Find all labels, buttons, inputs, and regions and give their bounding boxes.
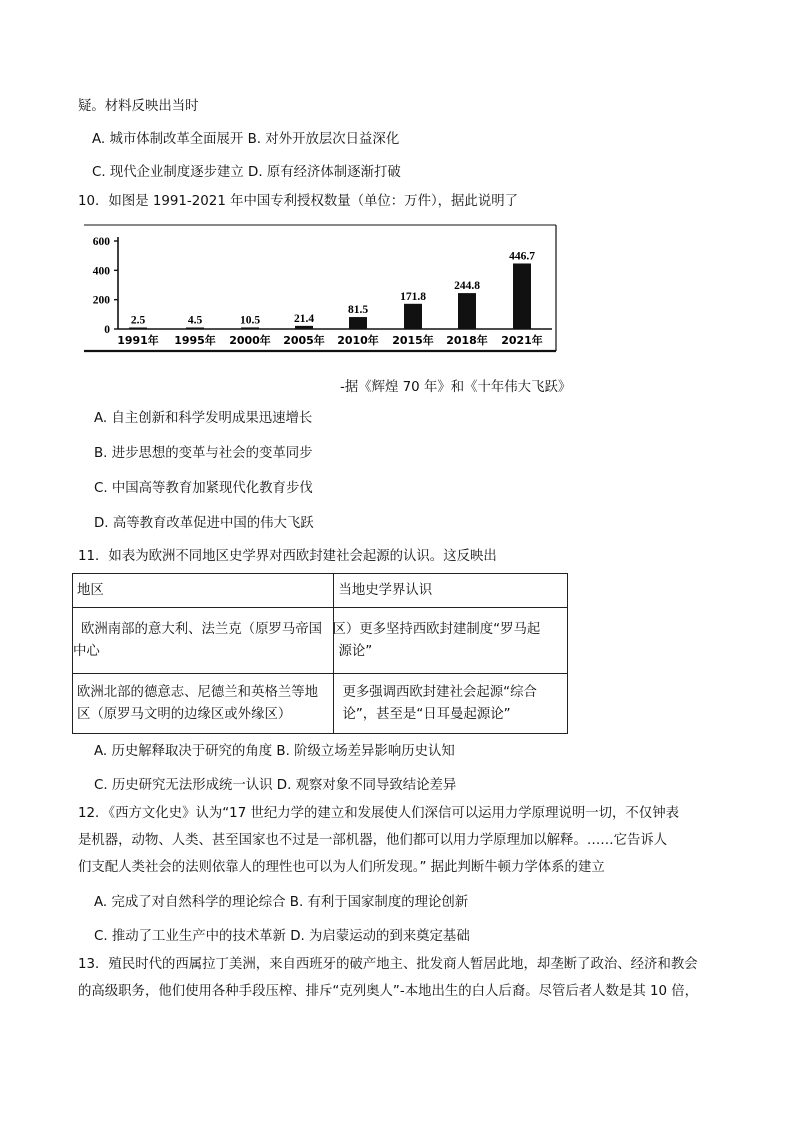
q11-options-ab: A. 历史解释取决于研究的角度 B. 阶级立场差异影响历史认知 [94,744,455,759]
q9-stem-tail: 疑。材料反映出当时 [78,99,199,114]
bar-value-label: 10.5 [239,314,261,327]
bar-value-label: 21.4 [293,312,315,325]
q12-line2: 是机器，动物、人类、甚至国家也不过是一部机器，他们都可以用力学原理加以解释。……它告诉人 [78,833,668,848]
bar-value-label: 81.5 [347,304,369,317]
chart-svg [82,223,558,353]
q10-option-d: D. 高等教育改革促进中国的伟大飞跃 [94,516,314,531]
bar [349,317,367,329]
row1-view-line2: 源论” [338,643,373,659]
x-tick-label: 2010年 [337,334,379,347]
q12-line3: 们支配人类社会的法则依靠人的理性也可以为人们所发现。” 据此判断牛顿力学体系的建立 [78,860,605,875]
chart-frame-lines [84,225,556,351]
q12-options-ab: A. 完成了对自然科学的理论综合 B. 有利于国家制度的理论创新 [94,895,469,910]
bar [513,263,531,329]
bar-value-label: 244.8 [454,280,480,293]
table-cell-region [73,608,334,674]
table-cell-region: 欧洲北部的德意志、尼德兰和英格兰等地区（原罗马文明的边缘区或外缘区） [73,674,334,734]
patent-bar-chart [82,223,558,353]
q11-stem: 11．如表为欧洲不同地区史学界对西欧封建社会起源的认识。这反映出 [78,549,497,564]
q10-stem: 10．如图是 1991-2021 年中国专利授权数量（单位：万件），据此说明了 [78,194,518,209]
bar [295,326,313,329]
y-tick-label: 400 [92,265,110,278]
bar-value-label: 2.5 [130,314,146,327]
table-header-region: 地区 [73,574,334,608]
y-axis [93,236,552,336]
table-row [73,674,568,734]
q13-line2: 的高级职务，他们使用各种手段压榨、排斥“克列奥人”-本地出生的白人后裔。尽管后者人数是其 10 倍， [78,984,699,999]
table-cell-view: 更多强调西欧封建社会起源“综合论”，甚至是“日耳曼起源论” [334,674,568,734]
q9-options-cd: C. 现代企业制度逐步建立 D. 原有经济体制逐渐打破 [92,165,401,180]
y-tick-label: 600 [92,236,110,248]
q10-option-b: B. 进步思想的变革与社会的变革同步 [94,446,313,461]
bar [458,293,476,329]
q10-option-a: A. 自主创新和科学发明成果迅速增长 [94,411,313,426]
q12-options-cd: C. 推动了工业生产中的技术革新 D. 为启蒙运动的到来奠定基础 [94,929,470,944]
bar [404,304,422,329]
q13-line1: 13．殖民时代的西属拉丁美洲，来自西班牙的破产地主、批发商人暂居此地，却垄断了政治、经济和教会 [78,957,698,972]
q10-option-c: C. 中国高等教育加紧现代化教育步伐 [94,481,313,496]
y-tick-label: 0 [104,324,110,336]
q9-options-ab: A. 城市体制改革全面展开 B. 对外开放层次日益深化 [92,132,400,147]
table-header-view: 当地史学界认识 [334,574,568,608]
row1-region-line1: 欧洲南部的意大利、法兰克（原罗马帝国 [81,621,323,637]
row1-region-line2: 中心 [73,643,100,659]
table-cell-view [334,608,568,674]
q11-options-cd: C. 历史研究无法形成统一认识 D. 观察对象不同导致结论差异 [94,778,457,793]
x-tick-label: 2005年 [283,334,325,347]
x-tick-label: 2018年 [446,334,488,347]
bar [241,327,259,329]
x-tick-label: 2000年 [229,334,271,347]
bar-value-label: 171.8 [400,290,426,303]
bar-value-label: 446.7 [509,250,535,263]
y-tick-label: 200 [92,294,110,307]
table-row [73,608,568,674]
bar-value-label: 4.5 [187,314,203,327]
labels-group [117,250,543,347]
x-tick-label: 2021年 [501,334,543,347]
q12-line1: 12．《西方文化史》认为“17 世纪力学的建立和发展使人们深信可以运用力学原理说明一切，不仅钟表 [78,806,679,821]
row1-view-line1: 区）更多坚持西欧封建制度“罗马起 [332,621,541,637]
x-tick-label: 1991年 [117,334,159,347]
q10-source-caption: -据《辉煌 70 年》和《十年伟大飞跃》 [340,380,572,395]
q11-table [72,573,568,734]
bar [129,328,147,330]
bar [186,328,204,330]
x-tick-label: 1995年 [174,334,216,347]
x-tick-label: 2015年 [392,334,434,347]
